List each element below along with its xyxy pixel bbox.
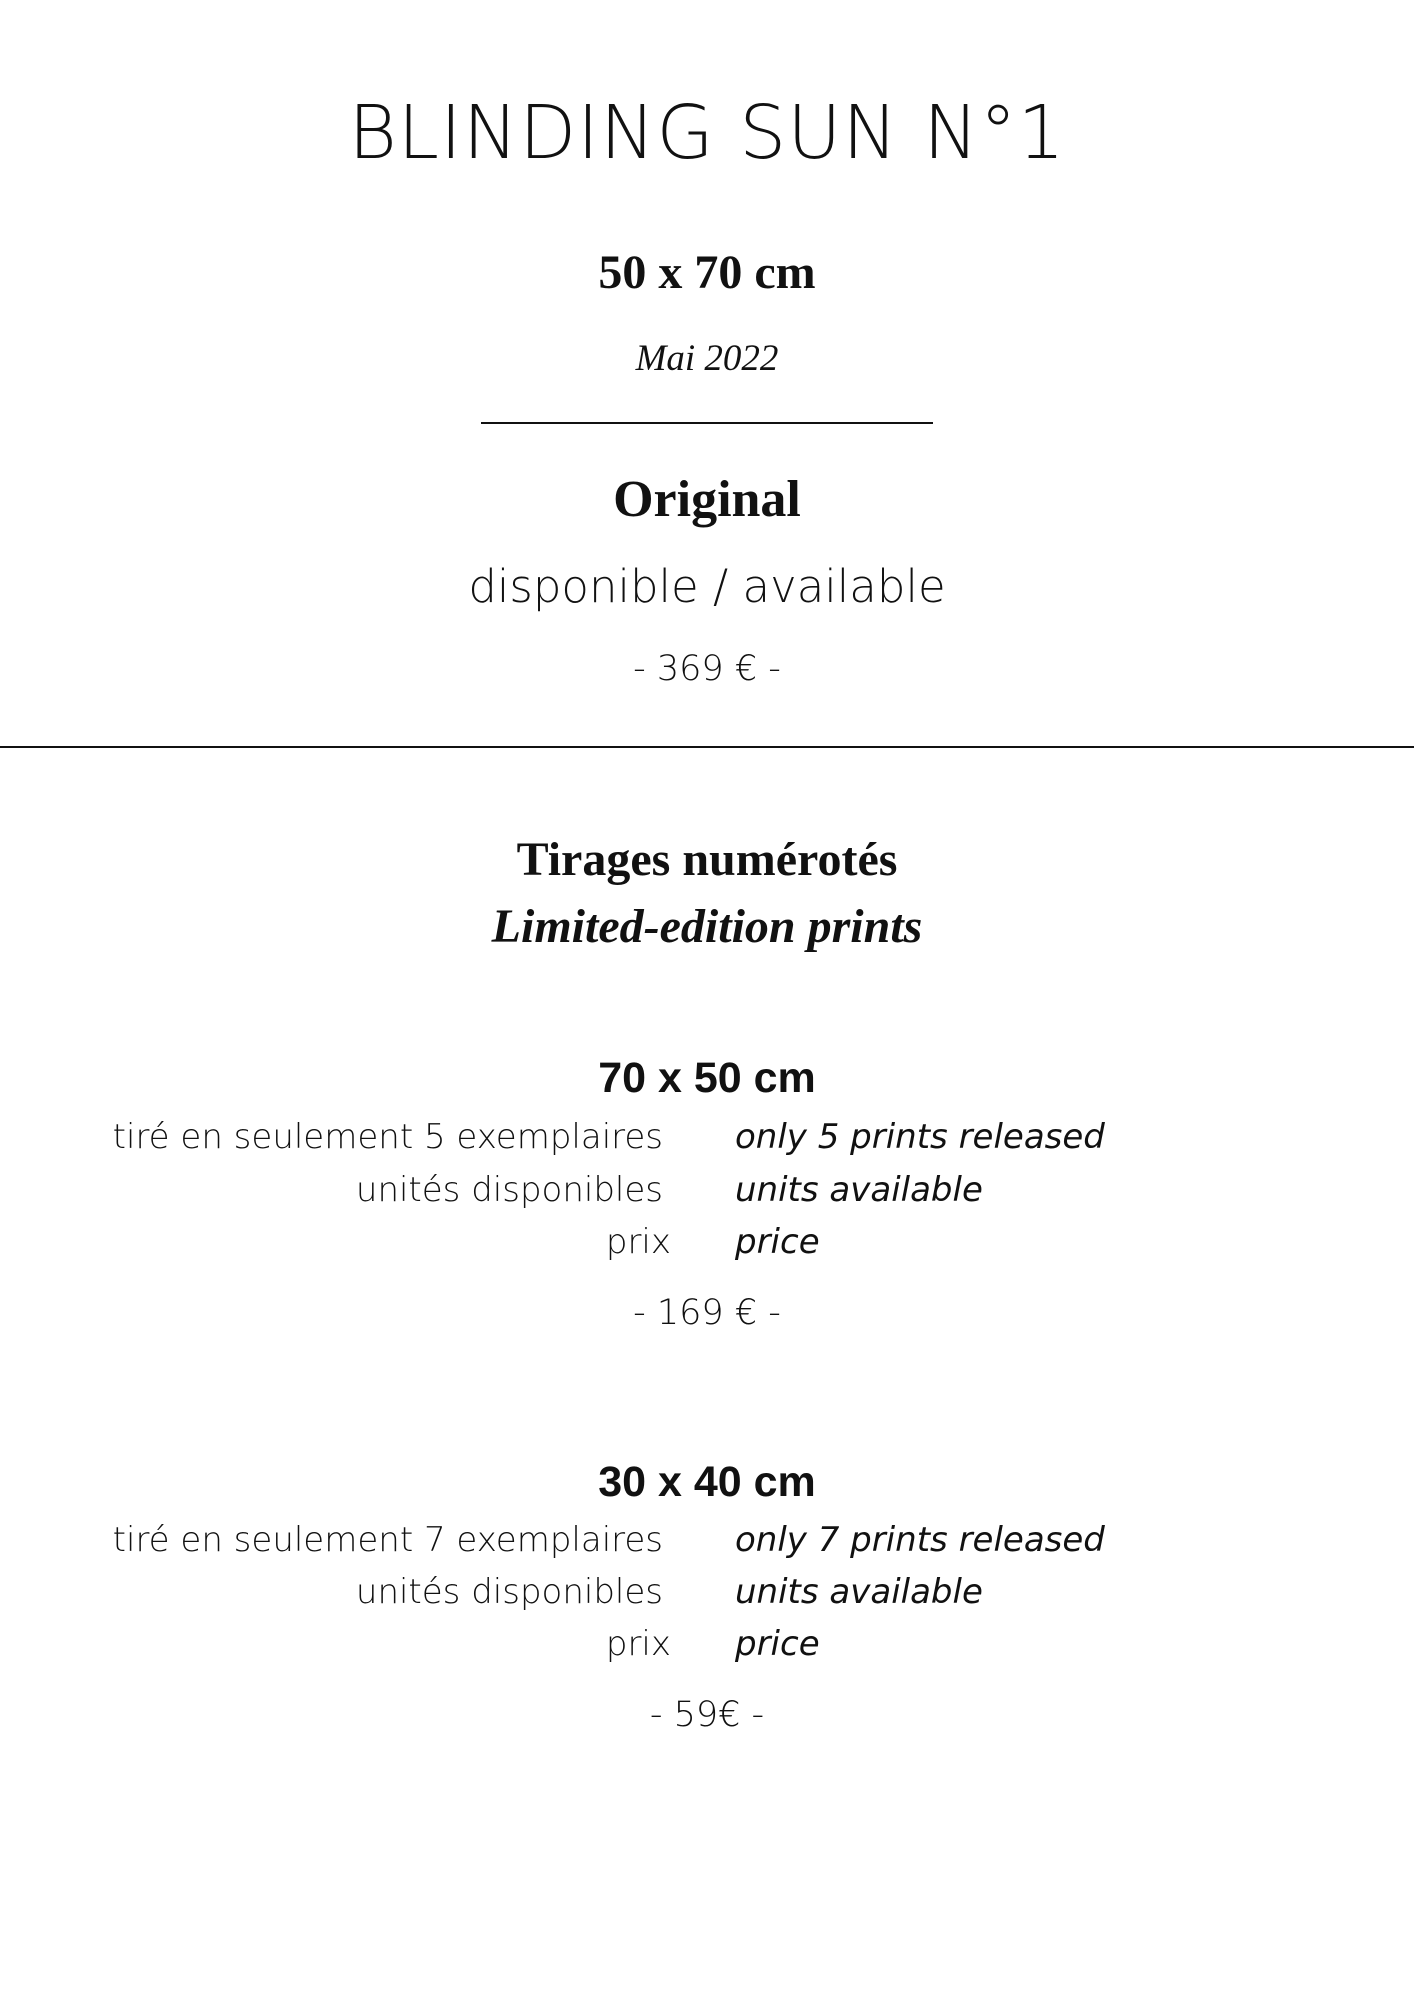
edition-price: - 169 € - bbox=[633, 1293, 781, 1333]
edition-price: - 59€ - bbox=[649, 1695, 765, 1735]
original-price: - 369 € - bbox=[633, 649, 781, 689]
prints-title: Tirages numérotés bbox=[516, 833, 898, 886]
artwork-dimensions: 50 x 70 cm bbox=[598, 246, 816, 299]
edition-released-fr: tiré en seulement 5 exemplaires bbox=[112, 1117, 663, 1157]
short-divider bbox=[481, 422, 933, 424]
edition-price-label-fr: prix bbox=[605, 1624, 671, 1664]
edition-released-fr: tiré en seulement 7 exemplaires bbox=[112, 1520, 663, 1560]
edition-price-label-en: price bbox=[735, 1624, 820, 1664]
edition-price-label-fr: prix bbox=[605, 1222, 671, 1262]
edition-available-fr: unités disponibles bbox=[355, 1572, 663, 1612]
prints-subtitle: Limited-edition prints bbox=[491, 900, 923, 953]
edition-size-heading: 30 x 40 cm bbox=[598, 1458, 816, 1506]
edition-released-en: only 7 prints released bbox=[735, 1520, 1105, 1560]
edition-available-en: units available bbox=[735, 1572, 983, 1612]
edition-available-fr: unités disponibles bbox=[355, 1170, 663, 1210]
artwork-date: Mai 2022 bbox=[635, 338, 779, 379]
original-status: disponible / available bbox=[468, 560, 946, 613]
artwork-title: BLINDING SUN N°1 bbox=[348, 90, 1066, 176]
edition-available-en: units available bbox=[735, 1170, 983, 1210]
edition-released-en: only 5 prints released bbox=[735, 1117, 1105, 1157]
original-title: Original bbox=[613, 471, 801, 528]
edition-price-label-en: price bbox=[735, 1222, 820, 1262]
edition-size-heading: 70 x 50 cm bbox=[598, 1054, 816, 1102]
section-divider bbox=[0, 746, 1414, 748]
